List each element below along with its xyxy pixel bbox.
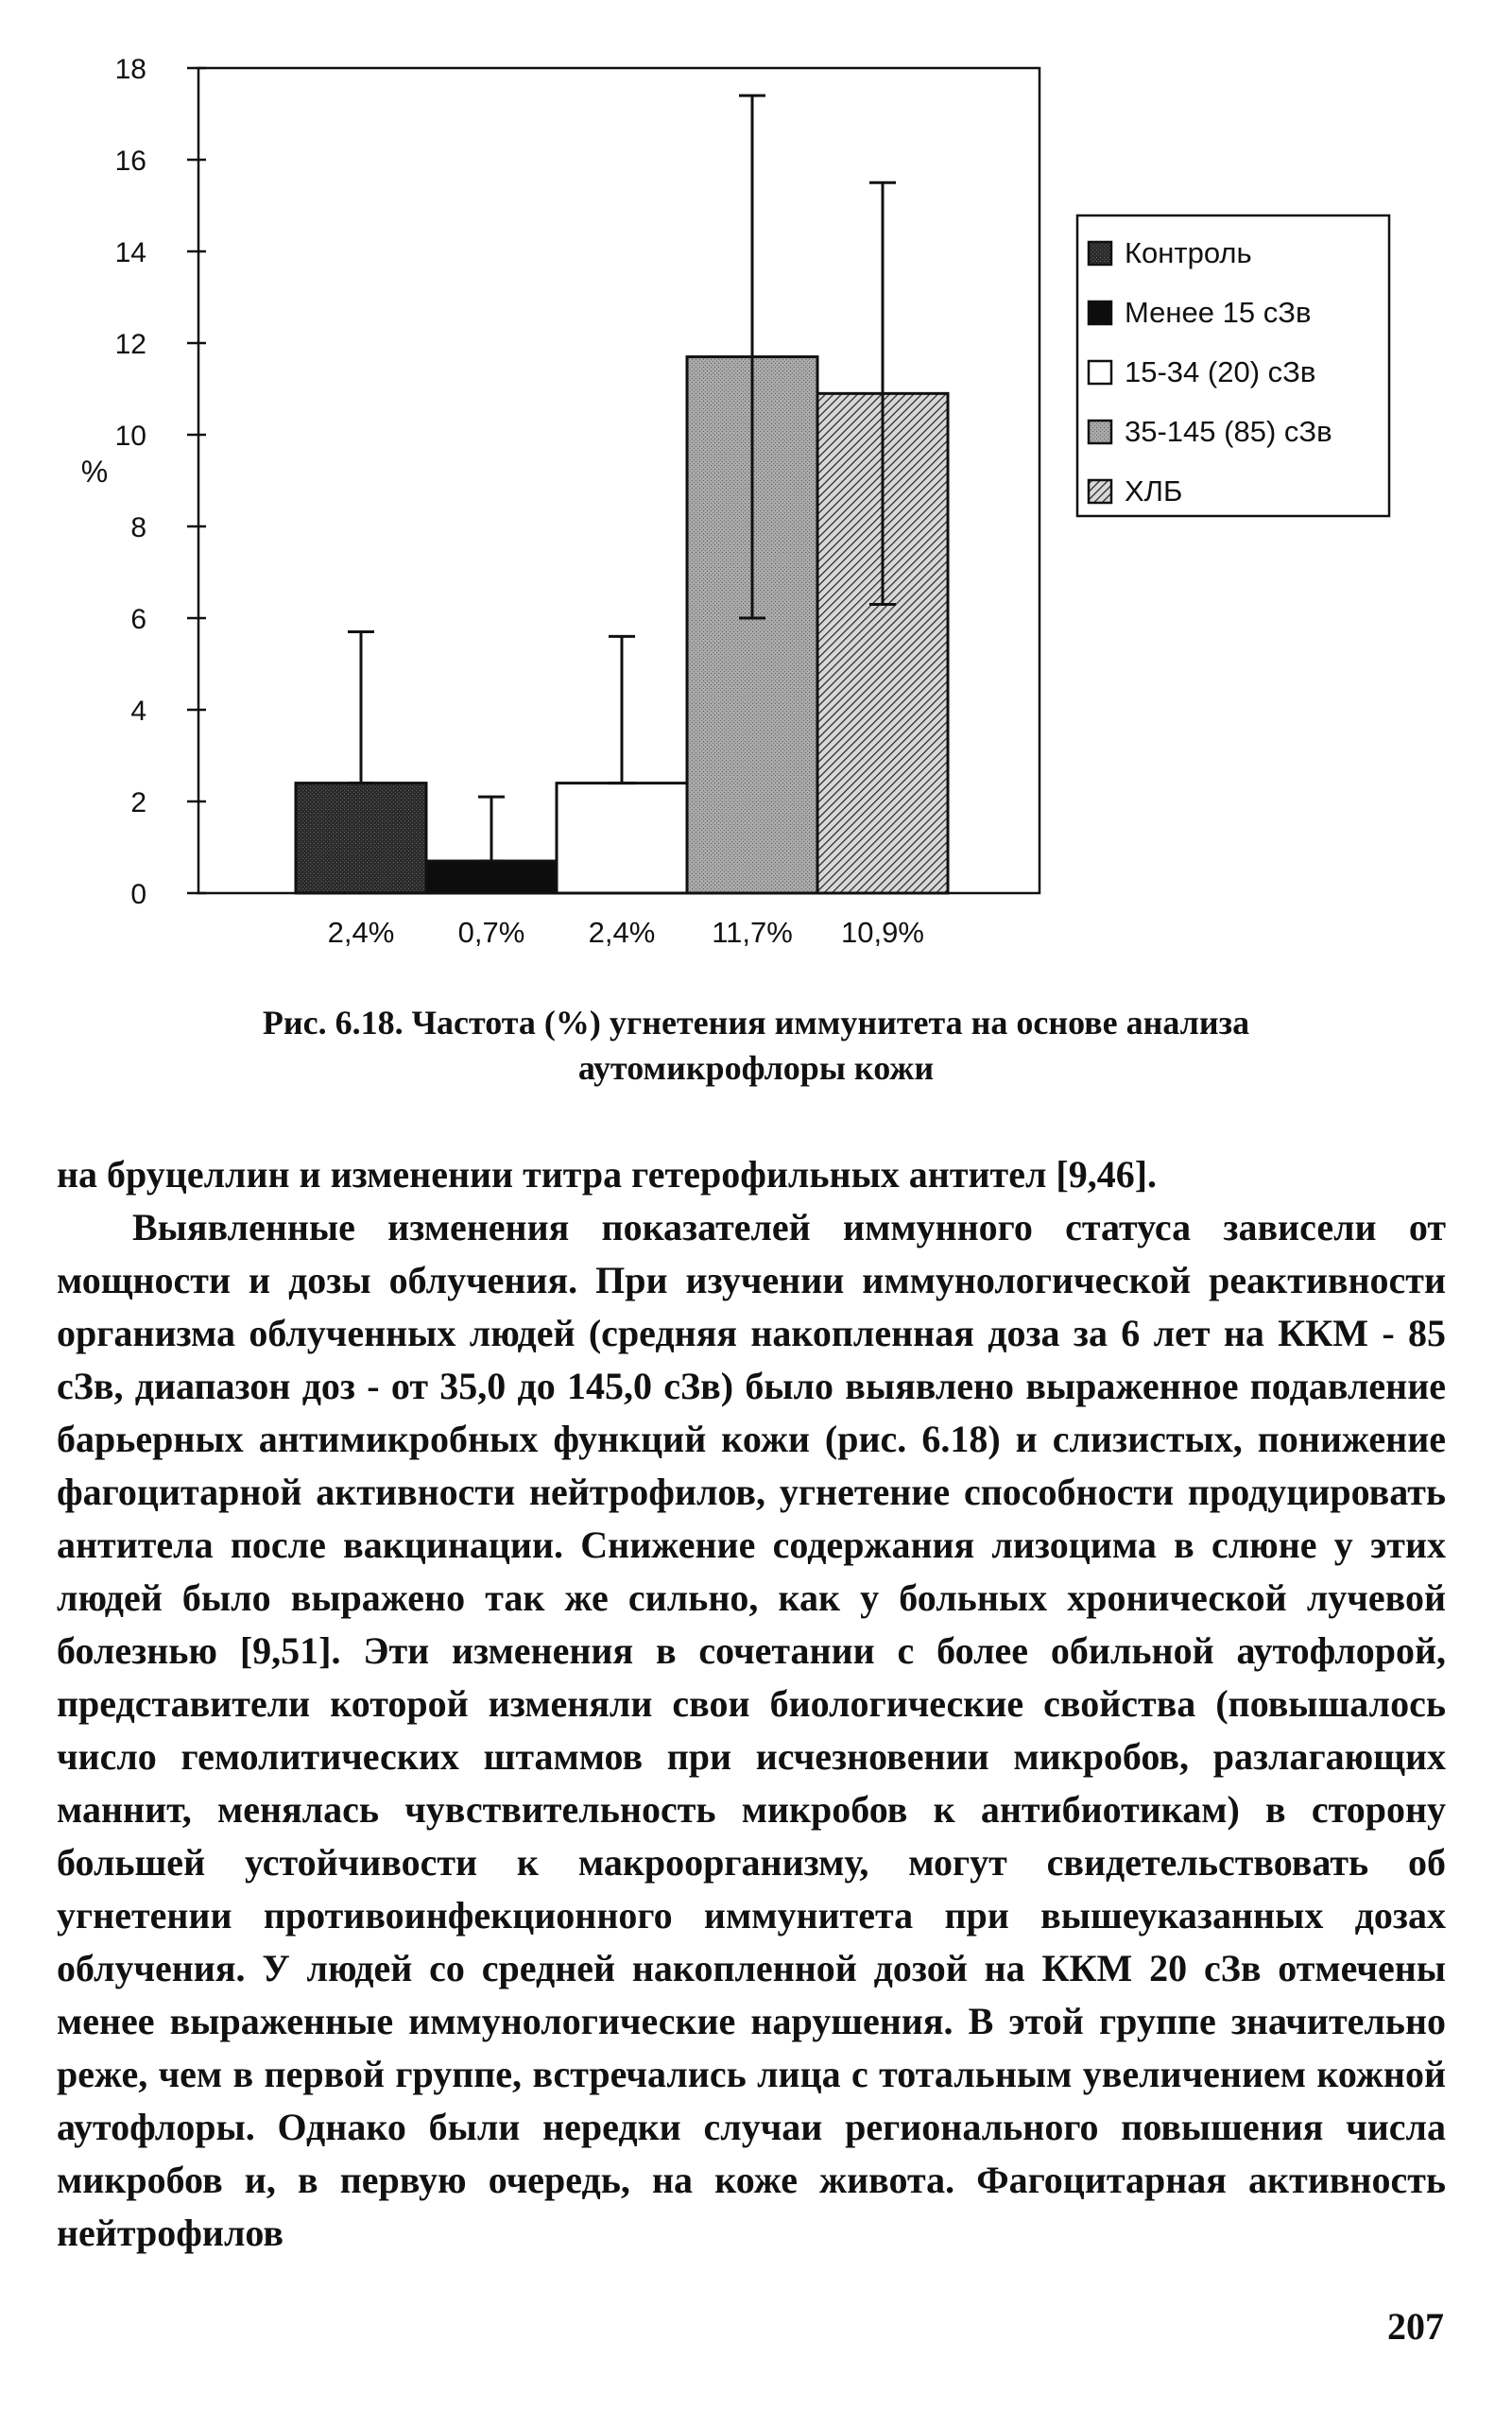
bar-chart bbox=[0, 0, 1512, 973]
legend-label-3: 15-34 (20) сЗв bbox=[1125, 355, 1316, 388]
caption-label: Рис. 6.18. bbox=[262, 1004, 404, 1041]
y-axis-label: % bbox=[80, 455, 109, 489]
y-tick-label: 2 bbox=[130, 787, 146, 818]
y-tick-label: 8 bbox=[130, 512, 146, 543]
page-number: 207 bbox=[1387, 2305, 1444, 2348]
y-tick-label: 4 bbox=[130, 696, 146, 727]
legend-swatch-1 bbox=[1089, 242, 1111, 265]
bar-3 bbox=[557, 783, 687, 893]
value-labels bbox=[328, 916, 924, 949]
bar-1 bbox=[296, 783, 426, 893]
legend-label-1: Контроль bbox=[1125, 236, 1252, 269]
y-tick-label: 10 bbox=[114, 421, 146, 452]
legend-label-4: 35-145 (85) сЗв bbox=[1125, 415, 1332, 448]
y-axis bbox=[81, 54, 206, 910]
legend-swatch-4 bbox=[1089, 421, 1111, 443]
paragraph-continuation: на бруцеллин и изменении титра гетерофильных антител [9,46]. bbox=[57, 1153, 1158, 1196]
legend-label-5: ХЛБ bbox=[1125, 474, 1183, 508]
legend-swatch-3 bbox=[1089, 361, 1111, 384]
value-label-3: 2,4% bbox=[588, 916, 656, 949]
y-tick-label: 14 bbox=[114, 237, 146, 268]
value-label-1: 2,4% bbox=[327, 916, 395, 949]
y-tick-label: 18 bbox=[114, 54, 146, 85]
caption-text: Частота (%) угнетения иммунитета на основе анализа аутомикрофлоры кожи bbox=[411, 1004, 1250, 1087]
y-tick-label: 6 bbox=[130, 604, 146, 635]
figure-caption bbox=[170, 1000, 1342, 1091]
bar-2 bbox=[426, 861, 557, 893]
y-tick-label: 16 bbox=[114, 146, 146, 177]
y-tick-label: 0 bbox=[130, 879, 146, 910]
value-label-4: 11,7% bbox=[712, 916, 793, 949]
legend-swatch-2 bbox=[1089, 301, 1111, 324]
paragraph: Выявленные изменения показателей иммунного статуса зависели от мощности и дозы облучения. При изучении иммунологической реактивности организма облученных людей (средняя накопленная доза за 6 лет на ККМ - 85 сЗв, диапазон доз - от 35,0 до 145,0 сЗв) было выявлено выраженное подавление барьерных антимикробных функций кожи (рис. 6.18) и слизистых, понижение фагоцитарной активности нейтрофилов, угнетение способности продуцировать антитела после вакцинации. Снижение содержания лизоцима в слюне у этих людей было выражено так же сильно, как у больных хронической лучевой болезнью [9,51]. Эти изменения в сочетании с более обильной аутофлорой, представители которой изменяли свои биологические свойства (повышалось число гемолитических штаммов при исчезновении микробов, разлагающих маннит, менялась чувствительность микробов к антибиотикам) в сторону большей устойчивости к макроорганизму, могут свидетельствовать об угнетении противоинфекционного иммунитета при вышеуказанных дозах облучения. У людей со средней накопленной дозой на ККМ 20 сЗв отмечены менее выраженные иммунологические нарушения. В этой группе значительно реже, чем в первой группе, встречались лица с тотальным увеличением кожной аутофлоры. Однако были нередки случаи регионального повышения числа микробов и, в первую очередь, на коже живота. Фагоцитарная активность нейтрофилов bbox=[57, 1206, 1446, 2254]
y-tick-label: 12 bbox=[114, 329, 146, 360]
legend-label-2: Менее 15 сЗв bbox=[1125, 296, 1312, 329]
bars bbox=[296, 357, 948, 893]
body-text bbox=[57, 1148, 1446, 2260]
legend-swatch-5 bbox=[1089, 480, 1111, 503]
value-label-2: 0,7% bbox=[457, 916, 525, 949]
value-label-5: 10,9% bbox=[841, 916, 924, 949]
legend bbox=[1077, 215, 1389, 516]
